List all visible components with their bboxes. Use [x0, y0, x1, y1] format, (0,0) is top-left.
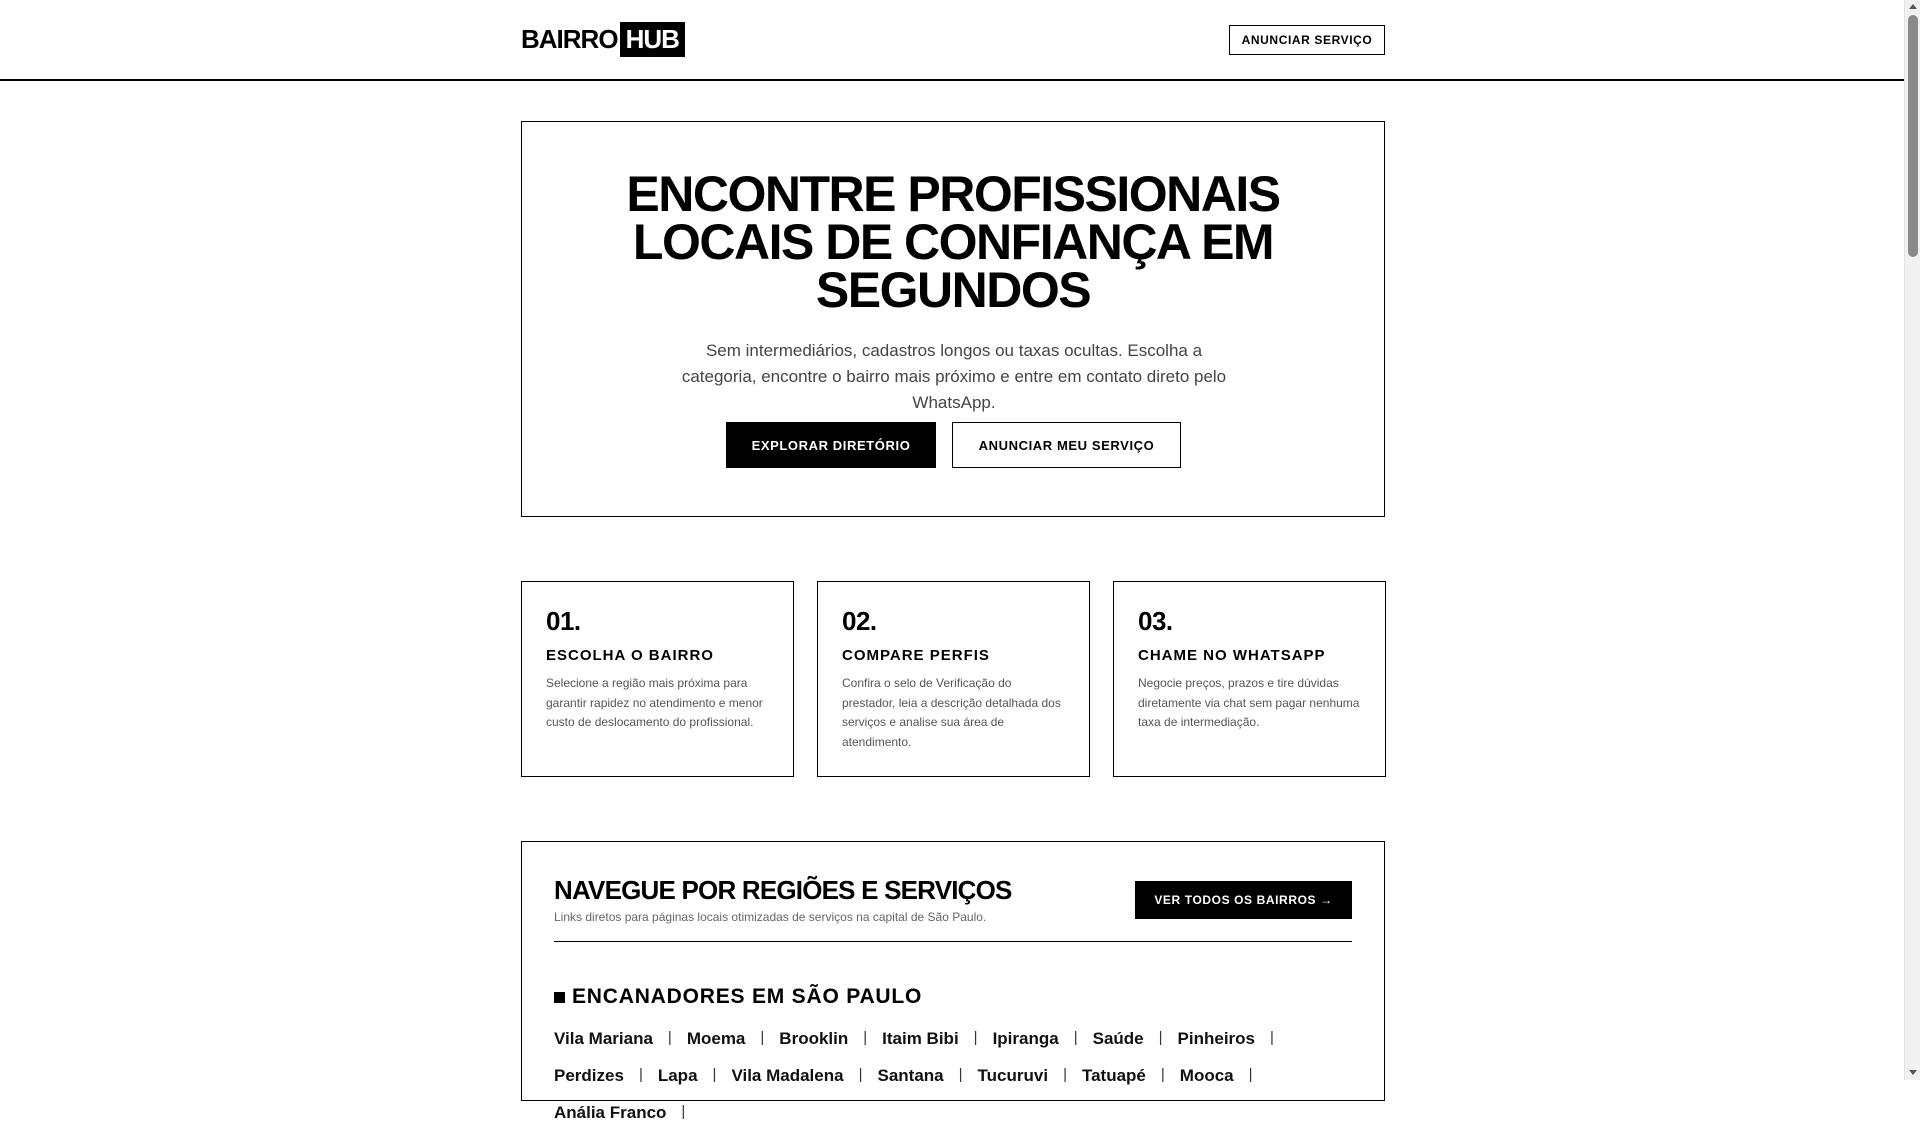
site-header — [0, 0, 1904, 81]
hero-title — [522, 166, 1384, 318]
hero-section — [521, 121, 1385, 517]
neighborhood-link[interactable]: Itaim Bibi — [882, 1029, 959, 1048]
step-title: CHAME NO WHATSAPP — [1138, 647, 1326, 664]
neighborhood-link[interactable]: Anália Franco — [554, 1103, 667, 1122]
square-bullet-icon — [554, 992, 565, 1003]
neighborhood-link-item — [993, 1028, 1093, 1050]
step-description: Negocie preços, prazos e tire dúvidas diretamente via chat sem pagar nenhuma taxa de intermediação. — [1138, 676, 1360, 729]
step-number: 02. — [842, 606, 877, 636]
announce-my-service-button[interactable]: ANUNCIAR MEU SERVIÇO — [952, 422, 1181, 468]
header-announce-button[interactable]: ANUNCIAR SERVIÇO — [1229, 25, 1385, 55]
regions-section — [521, 841, 1385, 1122]
link-separator: | — [667, 1029, 672, 1046]
link-separator: | — [973, 1029, 978, 1046]
link-separator: | — [1270, 1029, 1274, 1046]
hero-title-line: ENCONTRE PROFISSIONAIS — [626, 166, 1280, 222]
neighborhood-link[interactable]: Mooca — [1179, 1066, 1234, 1085]
step-title: COMPARE PERFIS — [842, 647, 990, 664]
step-card-2 — [817, 581, 1090, 777]
neighborhood-link[interactable]: Ipiranga — [992, 1029, 1059, 1048]
logo[interactable] — [521, 22, 685, 57]
regions-title: NAVEGUE POR REGIÕES E SERVIÇOS — [554, 875, 1012, 905]
neighborhood-link-item — [882, 1028, 992, 1050]
step-card-3 — [1113, 581, 1386, 777]
neighborhood-link[interactable]: Lapa — [657, 1066, 698, 1085]
neighborhood-links — [554, 1028, 1364, 1124]
step-number: 01. — [546, 606, 581, 636]
scrollbar-thumb[interactable] — [1908, 15, 1918, 257]
step-title: ESCOLHA O BAIRRO — [546, 647, 714, 664]
neighborhood-link[interactable]: Perdizes — [554, 1066, 624, 1085]
scroll-down-arrow-icon[interactable] — [1909, 1070, 1917, 1075]
explore-directory-button[interactable]: EXPLORAR DIRETÓRIO — [726, 422, 936, 468]
neighborhood-link-item — [658, 1065, 732, 1087]
category-title: ENCANADORES EM SÃO PAULO — [572, 985, 923, 1008]
neighborhood-link-item — [1093, 1028, 1178, 1050]
view-all-neighborhoods-button[interactable]: VER TODOS OS BAIRROS → — [1135, 881, 1352, 919]
neighborhood-link[interactable]: Brooklin — [779, 1029, 849, 1048]
link-separator: | — [638, 1066, 643, 1083]
category-heading — [554, 985, 922, 1009]
link-separator: | — [1248, 1066, 1253, 1083]
neighborhood-link-item — [1082, 1065, 1180, 1087]
neighborhood-link[interactable]: Santana — [877, 1066, 944, 1085]
neighborhood-link[interactable]: Saúde — [1092, 1029, 1144, 1048]
neighborhood-link-item — [1180, 1065, 1268, 1087]
regions-subtitle: Links diretos para páginas locais otimizadas de serviços na capital de São Paulo. — [554, 910, 987, 924]
neighborhood-link[interactable]: Tucuruvi — [977, 1066, 1049, 1085]
link-separator: | — [1158, 1029, 1163, 1046]
hero-title-line: SEGUNDOS — [815, 262, 1091, 318]
neighborhood-link-item — [554, 1065, 658, 1087]
step-number: 03. — [1138, 606, 1173, 636]
hero-subtitle: Sem intermediários, cadastros longos ou taxas ocultas. Escolha a categoria, encontre o bairro mais próximo e entre em contato direto pelo WhatsApp. — [681, 341, 1227, 412]
neighborhood-link[interactable]: Moema — [686, 1029, 746, 1048]
neighborhood-link[interactable]: Vila Madalena — [731, 1066, 844, 1085]
link-separator: | — [1160, 1066, 1165, 1083]
neighborhood-link-item — [687, 1028, 779, 1050]
step-description: Confira o selo de Verificação do prestador, leia a descrição detalhada dos serviços e analise sua área de atendimento. — [842, 676, 1061, 749]
link-separator: | — [760, 1029, 765, 1046]
divider — [554, 941, 1352, 942]
hero-title-line: LOCAIS DE CONFIANÇA EM — [632, 214, 1274, 270]
neighborhood-link-item — [877, 1065, 977, 1087]
logo-text-hub: HUB — [620, 22, 685, 57]
link-separator: | — [1073, 1029, 1078, 1046]
neighborhood-link-item — [978, 1065, 1082, 1087]
link-separator: | — [712, 1066, 717, 1083]
link-separator: | — [858, 1066, 863, 1083]
step-card-1 — [521, 581, 794, 777]
neighborhood-link-item — [779, 1028, 882, 1050]
link-separator: | — [1063, 1066, 1067, 1083]
vertical-scrollbar[interactable] — [1904, 0, 1920, 1080]
neighborhood-link-item — [731, 1065, 877, 1087]
neighborhood-link-item — [554, 1028, 687, 1050]
neighborhood-link[interactable]: Tatuapé — [1081, 1066, 1146, 1085]
step-description: Selecione a região mais próxima para garantir rapidez no atendimento e menor custo de deslocamento do profissional. — [546, 676, 763, 729]
link-separator: | — [681, 1103, 686, 1120]
scroll-up-arrow-icon[interactable] — [1909, 4, 1917, 9]
neighborhood-link-item — [1178, 1028, 1289, 1050]
logo-text-bairro: BAIRRO — [521, 24, 618, 54]
neighborhood-link-item — [554, 1102, 700, 1124]
link-separator: | — [958, 1066, 963, 1083]
neighborhood-link[interactable]: Vila Mariana — [554, 1029, 653, 1048]
neighborhood-link[interactable]: Pinheiros — [1177, 1029, 1256, 1048]
link-separator: | — [863, 1029, 868, 1046]
